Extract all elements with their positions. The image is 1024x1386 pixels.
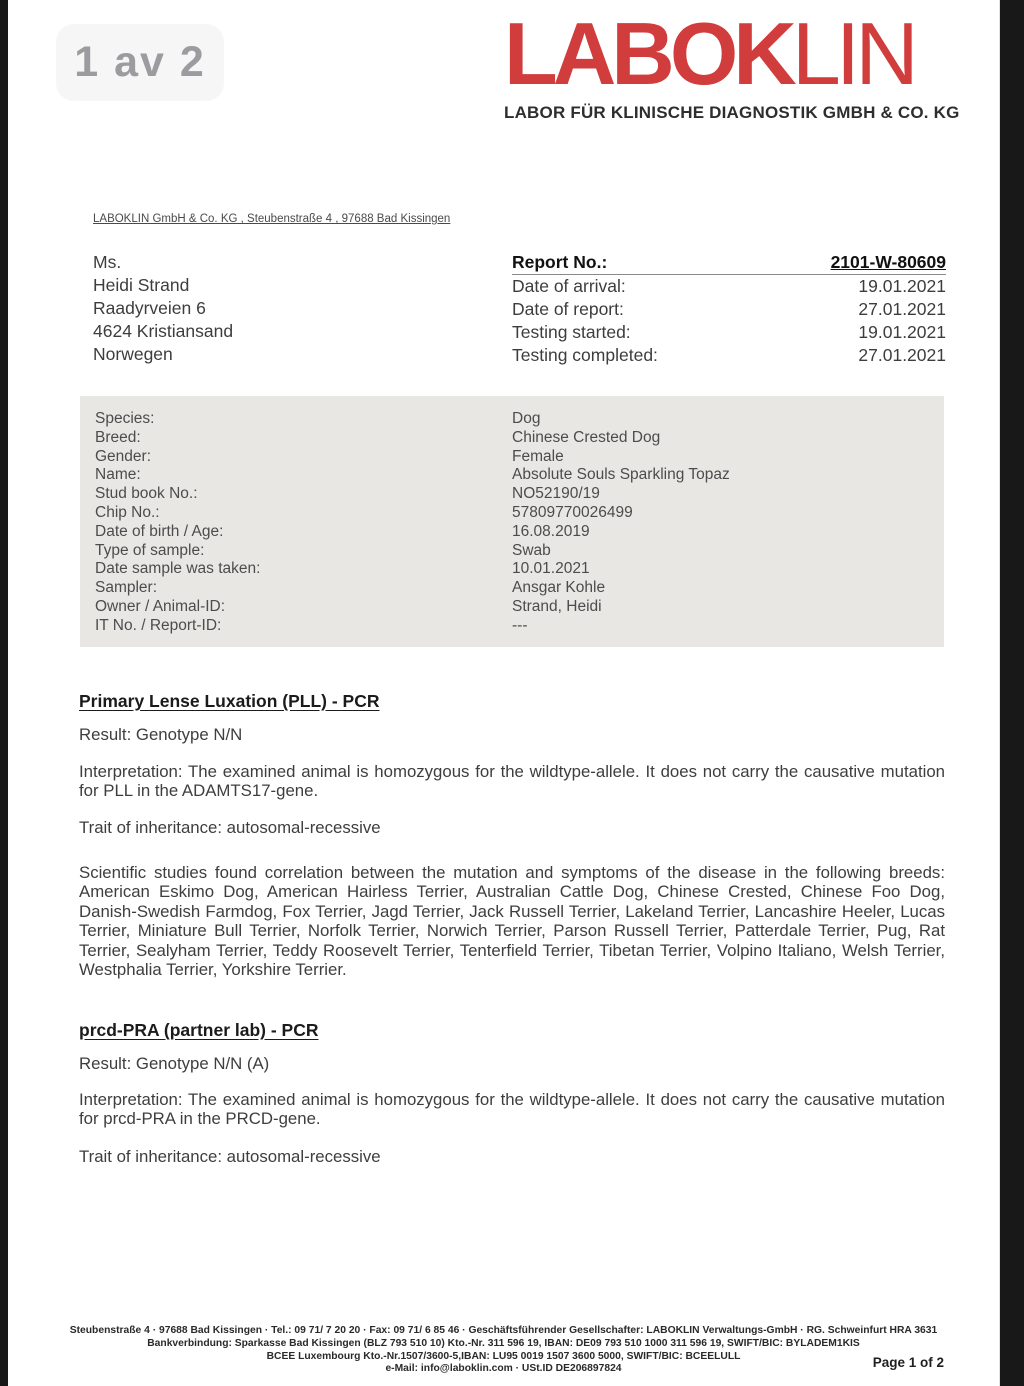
report-info-row (512, 344, 946, 367)
report-info-row (512, 321, 946, 344)
recipient-line: 4624 Kristiansand (93, 321, 234, 341)
animal-info-value: 16.08.2019 (512, 522, 590, 540)
pll-trait: Trait of inheritance: autosomal-recessive (79, 818, 381, 837)
page-indicator-label: 1 av 2 (74, 38, 206, 86)
footer-line: e-Mail: info@laboklin.com · USt.ID DE206897824 (385, 1363, 622, 1375)
report-info-row (512, 298, 946, 321)
report-info-row (512, 251, 946, 275)
pll-result: Result: Genotype N/N (79, 725, 243, 744)
animal-info-label: Breed: (95, 428, 141, 446)
report-info-value: 2101-W-80609 (830, 252, 946, 272)
animal-info-value: 10.01.2021 (512, 560, 590, 578)
animal-info-label: Sampler: (95, 579, 158, 597)
logo-wordmark (504, 4, 944, 103)
animal-info-label: Owner / Animal-ID: (95, 597, 226, 615)
animal-info-label: Gender: (95, 447, 152, 465)
prcd-interpretation: Interpretation: The examined animal is homozygous for the wildtype-allele. It does not carry the causative mutation for prcd-PRA in the PRCD-gene. (79, 1090, 945, 1129)
animal-info-value: Strand, Heidi (512, 597, 602, 615)
report-info-table (512, 251, 946, 367)
report-info-label: Date of report: (512, 299, 624, 319)
animal-info-label: IT No. / Report-ID: (95, 616, 222, 634)
page-indicator-pill (56, 24, 224, 101)
recipient-line: Raadyrveien 6 (93, 298, 206, 318)
logo-wordmark-bold: LABOK (504, 4, 792, 103)
animal-info-row (95, 523, 944, 542)
pll-interpretation: Interpretation: The examined animal is homozygous for the wildtype-allele. It does not carry the causative mutation for PLL in the ADAMTS17-gene. (79, 762, 945, 801)
animal-info-value: Female (512, 447, 564, 465)
section-title-prcd-pra: prcd-PRA (partner lab) - PCR (79, 1020, 319, 1040)
section-title-pll: Primary Lense Luxation (PLL) - PCR (79, 691, 380, 711)
animal-info-row (95, 429, 944, 448)
footer-block (8, 1325, 999, 1376)
animal-info-row (95, 542, 944, 561)
animal-info-value: Chinese Crested Dog (512, 428, 661, 446)
animal-info-row (95, 560, 944, 579)
document-page (8, 0, 1000, 1386)
page-number-label: Page 1 of 2 (872, 1355, 944, 1370)
animal-info-label: Type of sample: (95, 541, 205, 559)
laboklin-logo (504, 4, 960, 123)
animal-info-label: Species: (95, 410, 155, 427)
recipient-address-block (93, 251, 233, 366)
recipient-line: Ms. (93, 252, 122, 272)
recipient-line: Heidi Strand (93, 275, 190, 295)
sender-address-line: LABOKLIN GmbH & Co. KG , Steubenstraße 4 , 97688 Bad Kissingen (93, 213, 451, 225)
animal-info-row (95, 504, 944, 523)
animal-info-row (95, 579, 944, 598)
report-info-label: Testing completed: (512, 345, 658, 365)
animal-info-row (95, 617, 944, 636)
report-info-value: 27.01.2021 (858, 345, 946, 365)
animal-info-label: Name: (95, 466, 141, 484)
logo-tagline: LABOR FÜR KLINISCHE DIAGNOSTIK GMBH & CO. KG (504, 103, 960, 123)
prcd-trait: Trait of inheritance: autosomal-recessive (79, 1147, 381, 1166)
footer-line: Bankverbindung: Sparkasse Bad Kissingen (BLZ 793 510 10) Kto.-Nr. 311 596 19, IBAN: DE09 793 510 1000 311 596 19, SWIFT/BIC: BYLADEM1KIS (147, 1337, 860, 1349)
footer-line: Steubenstraße 4 · 97688 Bad Kissingen · Tel.: 09 71/ 7 20 20 · Fax: 09 71/ 6 85 46 · Geschäftsführender Gesellschafter: LABOKLIN Verwaltungs-GmbH · RG. Schweinfurt HRA 3631 (69, 1325, 938, 1336)
report-info-row (512, 275, 946, 298)
animal-info-value: Absolute Souls Sparkling Topaz (512, 466, 730, 484)
footer-line: BCEE Luxembourg Kto.-Nr.1507/3600-5,IBAN: LU95 0019 1507 3600 5000, SWIFT/BIC: BCEELULL (266, 1350, 741, 1362)
animal-info-row (95, 598, 944, 617)
animal-info-value: 57809770026499 (512, 503, 633, 521)
animal-info-value: Swab (512, 541, 551, 559)
report-info-value: 19.01.2021 (858, 276, 946, 296)
animal-info-label: Chip No.: (95, 503, 160, 521)
recipient-line: Norwegen (93, 344, 173, 364)
logo-wordmark-light: LIN (791, 4, 914, 103)
animal-info-label: Date sample was taken: (95, 560, 261, 578)
animal-info-panel (80, 396, 944, 647)
animal-info-row (95, 466, 944, 485)
animal-info-value: Ansgar Kohle (512, 579, 606, 597)
animal-info-row (95, 410, 944, 429)
animal-info-value: NO52190/19 (512, 485, 600, 503)
animal-info-row (95, 448, 944, 467)
pll-breed-studies: Scientific studies found correlation between the mutation and symptoms of the disease in the following breeds: American Eskimo Dog, American Hairless Terrier, Australian Cattle Dog, Chinese Crested, Chinese Foo Dog, Danish-Swedish Farmdog, Fox Terrier, Jagd Terrier, Jack Russell Terrier, Lakeland Terrier, Lancashire Heeler, Lucas Terrier, Miniature Bull Terrier, Norfolk Terrier, Norwich Terrier, Parson Russell Terrier, Patterdale Terrier, Pug, Rat Terrier, Sealyham Terrier, Teddy Roosevelt Terrier, Tenterfield Terrier, Tibetan Terrier, Volpino Italiano, Welsh Terrier, Westphalia Terrier, Yorkshire Terrier. (79, 863, 945, 980)
report-info-value: 19.01.2021 (858, 322, 946, 342)
animal-info-row (95, 485, 944, 504)
report-info-label: Testing started: (512, 322, 631, 342)
animal-info-label: Date of birth / Age: (95, 522, 224, 540)
report-info-label: Report No.: (512, 252, 608, 272)
report-info-value: 27.01.2021 (858, 299, 946, 319)
animal-info-value: --- (512, 616, 528, 634)
report-info-label: Date of arrival: (512, 276, 626, 296)
prcd-result: Result: Genotype N/N (A) (79, 1054, 270, 1073)
animal-info-value: Dog (512, 410, 541, 427)
animal-info-label: Stud book No.: (95, 485, 198, 503)
